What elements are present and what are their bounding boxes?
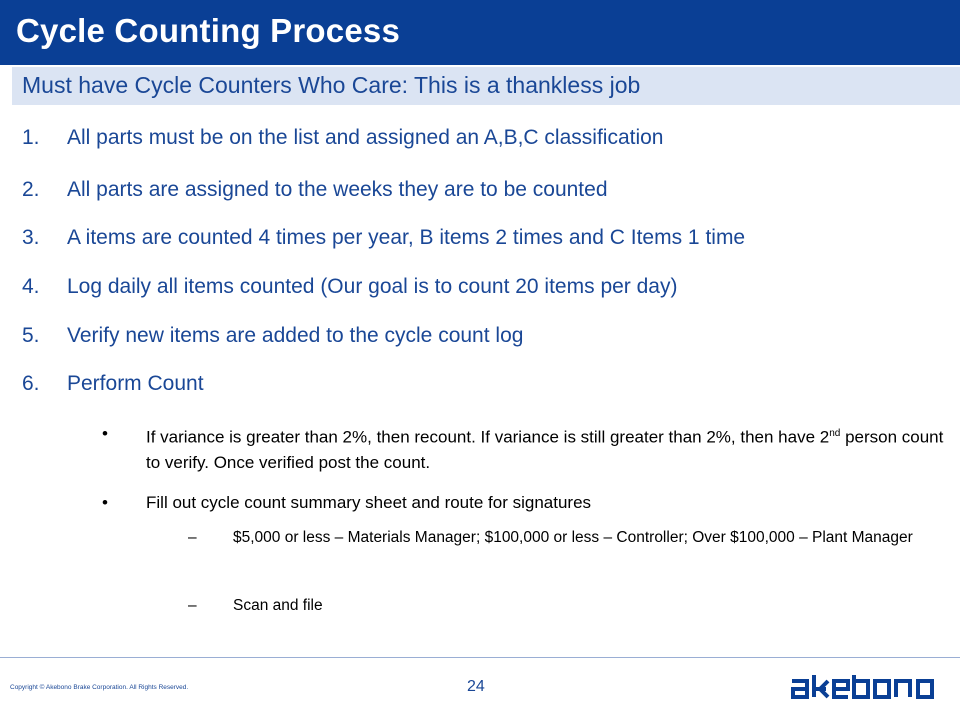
bullet-text: If variance is greater than 2%, then recount. If variance is still greater than 2%, then have 2nd person count to verify. Once verified post the count. (146, 427, 944, 472)
step-text: A items are counted 4 times per year, B items 2 times and C Items 1 time (67, 226, 746, 249)
page-number: 24 (467, 678, 485, 695)
bullet-text: Fill out cycle count summary sheet and route for signatures (146, 493, 592, 512)
step-number: 2. (22, 178, 40, 201)
sub-text: $5,000 or less – Materials Manager; $100,000 or less – Controller; Over $100,000 – Plant Manager (233, 529, 913, 546)
step-number: 3. (22, 226, 40, 249)
bullet-dot: • (102, 493, 108, 512)
step-text: Verify new items are added to the cycle count log (67, 324, 524, 347)
step-number: 4. (22, 275, 40, 298)
slide-subtitle: Must have Cycle Counters Who Care: This is a thankless job (22, 72, 641, 98)
sub-dash: – (188, 529, 197, 546)
step-text: Perform Count (67, 372, 204, 395)
copyright-text: Copyright © Akebono Brake Corporation. All Rights Reserved. (10, 684, 189, 691)
step-text: Log daily all items counted (Our goal is to count 20 items per day) (67, 275, 678, 298)
slide-title: Cycle Counting Process (16, 12, 400, 49)
step-number: 1. (22, 126, 40, 149)
step-number: 6. (22, 372, 40, 395)
step-number: 5. (22, 324, 40, 347)
step-text: All parts must be on the list and assigned an A,B,C classification (67, 126, 664, 149)
sub-text: Scan and file (233, 597, 323, 614)
footer-divider (0, 657, 960, 658)
akebono-logo (790, 673, 942, 706)
step-text: All parts are assigned to the weeks they are to be counted (67, 178, 608, 201)
akebono-logo-icon (790, 673, 942, 701)
bullet-dot: • (102, 424, 108, 443)
sub-dash: – (188, 597, 197, 614)
